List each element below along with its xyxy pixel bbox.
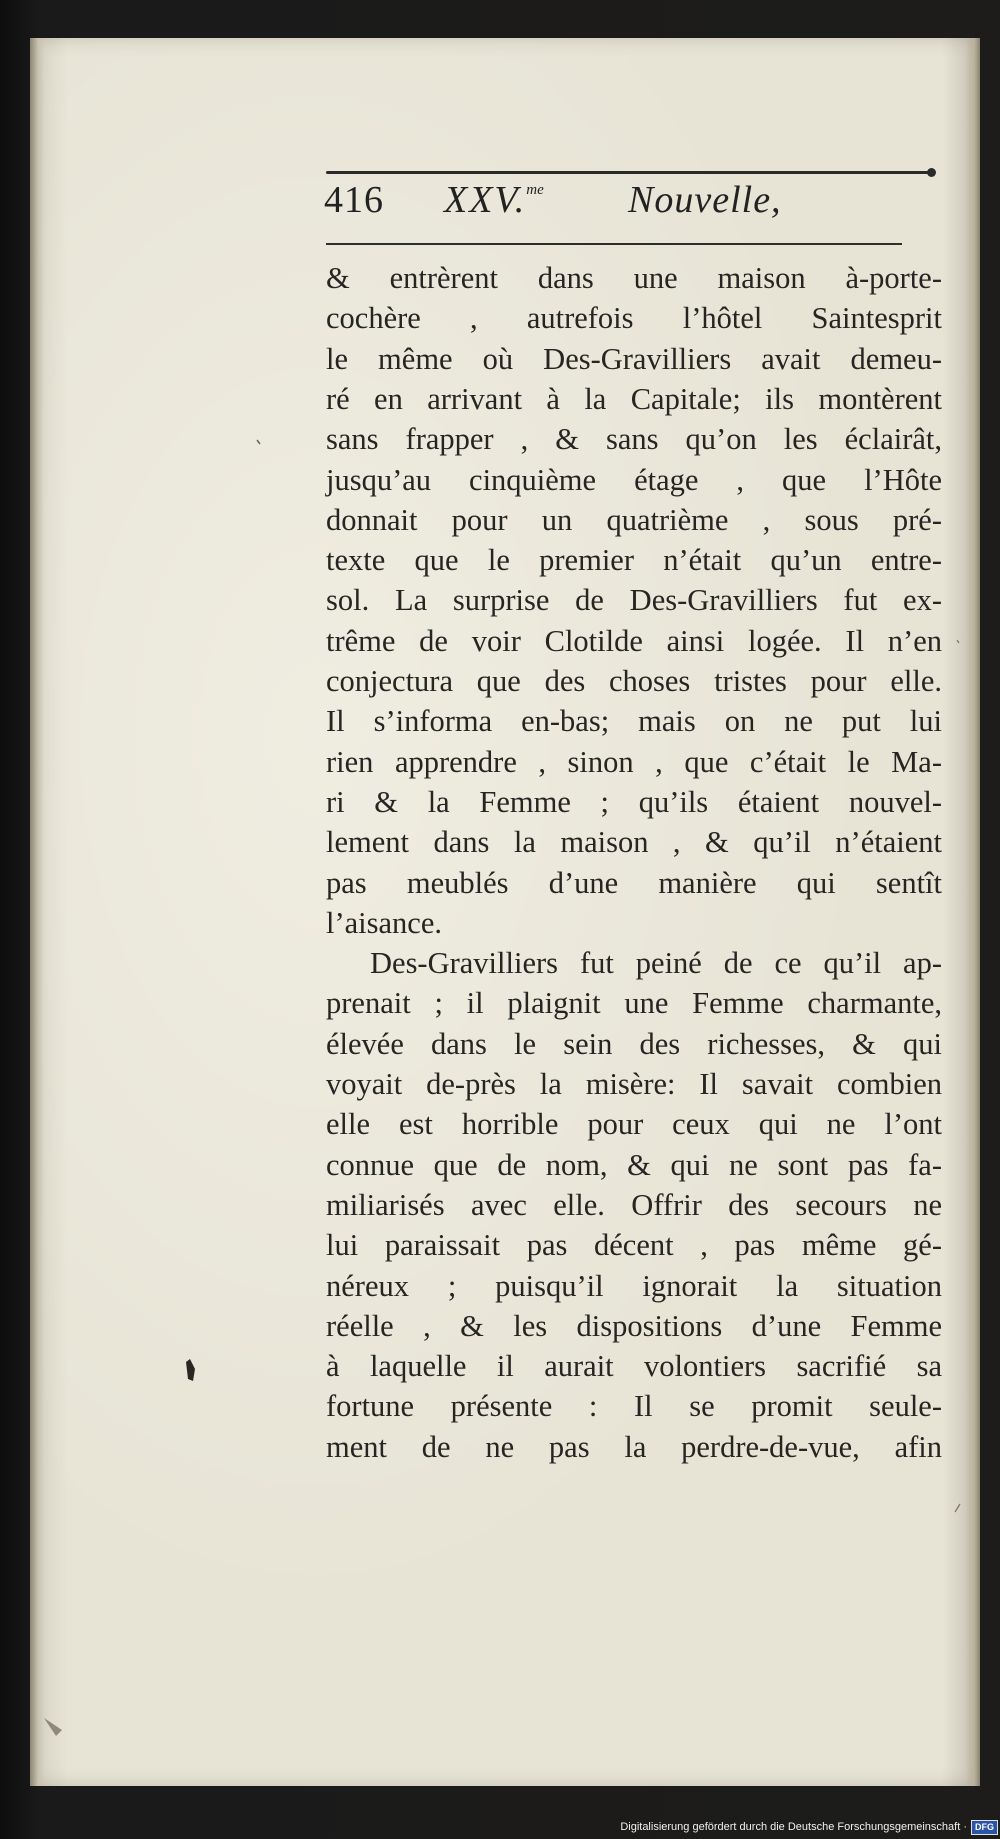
text-line: l’aisance. <box>326 905 442 940</box>
credit-text: Digitalisierung gefördert durch die Deutsche Forschungsgemeinschaft · <box>620 1821 967 1834</box>
text-line: connue que de nom, & qui ne sont pas fa- <box>326 1147 942 1182</box>
running-head <box>324 178 934 234</box>
text-line: texte que le premier n’était qu’un entre- <box>326 543 942 578</box>
text-line: pas meublés d’une manière qui sentît <box>326 865 942 900</box>
text-line: donnait pour un quatrième , sous pré- <box>326 502 942 537</box>
text-line: sans frapper , & sans qu’on les éclairât, <box>326 422 942 457</box>
text-line: conjectura que des choses tristes pour elle. <box>326 664 942 698</box>
chapter-numeral-superscript: me <box>526 182 544 198</box>
page-gutter-shadow <box>30 38 44 1786</box>
text-line: élevée dans le sein des richesses, & qui <box>326 1026 942 1061</box>
text-line: fortune présente : Il se promit seule- <box>326 1389 942 1424</box>
page-fore-edge <box>966 38 980 1786</box>
text-line: cochère , autrefois l’hôtel Saintesprit <box>326 301 942 336</box>
chapter-numeral <box>444 178 544 222</box>
text-line: elle est horrible pour ceux qui ne l’ont <box>326 1107 942 1142</box>
text-line: prenait ; il plaignit une Femme charmante, <box>326 986 942 1021</box>
text-line: lement dans la maison , & qu’il n’étaient <box>326 825 942 860</box>
text-line: sol. La surprise de Des-Gravilliers fut ex- <box>326 583 942 618</box>
text-line: & entrèrent dans une maison à-porte- <box>326 261 942 295</box>
running-title: Nouvelle, <box>628 179 782 221</box>
text-line: néreux ; puisqu’il ignorait la situation <box>326 1268 942 1303</box>
text-line: miliarisés avec elle. Offrir des secours ne <box>326 1187 942 1222</box>
text-line: ri & la Femme ; qu’ils étaient nouvel- <box>326 784 942 819</box>
text-line: ré en arrivant à la Capitale; ils montèrent <box>326 381 942 416</box>
text-line: jusqu’au cinquième étage , que l’Hôte <box>326 462 942 497</box>
header-underline-rule <box>326 243 902 245</box>
top-ornamental-rule <box>326 171 930 174</box>
text-line: voyait de-près la misère: Il savait combien <box>326 1067 942 1101</box>
text-line: ment de ne pas la perdre-de-vue, afin <box>326 1429 942 1464</box>
digitization-credit <box>612 1818 998 1836</box>
dfg-logo: DFG <box>971 1820 998 1835</box>
chapter-numeral-text: XXV. <box>444 179 527 221</box>
text-line: le même où Des-Gravilliers avait demeu- <box>326 341 942 376</box>
text-line: lui paraissait pas décent , pas même gé- <box>326 1228 942 1263</box>
page-number: 416 <box>324 179 384 221</box>
text-line: trême de voir Clotilde ainsi logée. Il n’en <box>326 623 942 658</box>
text-line: Des-Gravilliers fut peiné de ce qu’il ap- <box>370 946 942 981</box>
text-line: à laquelle il aurait volontiers sacrifié sa <box>326 1349 942 1384</box>
text-line: Il s’informa en-bas; mais on ne put lui <box>326 704 942 739</box>
text-line: rien apprendre , sinon , que c’était le Ma- <box>326 744 942 779</box>
text-line: réelle , & les dispositions d’une Femme <box>326 1308 942 1343</box>
